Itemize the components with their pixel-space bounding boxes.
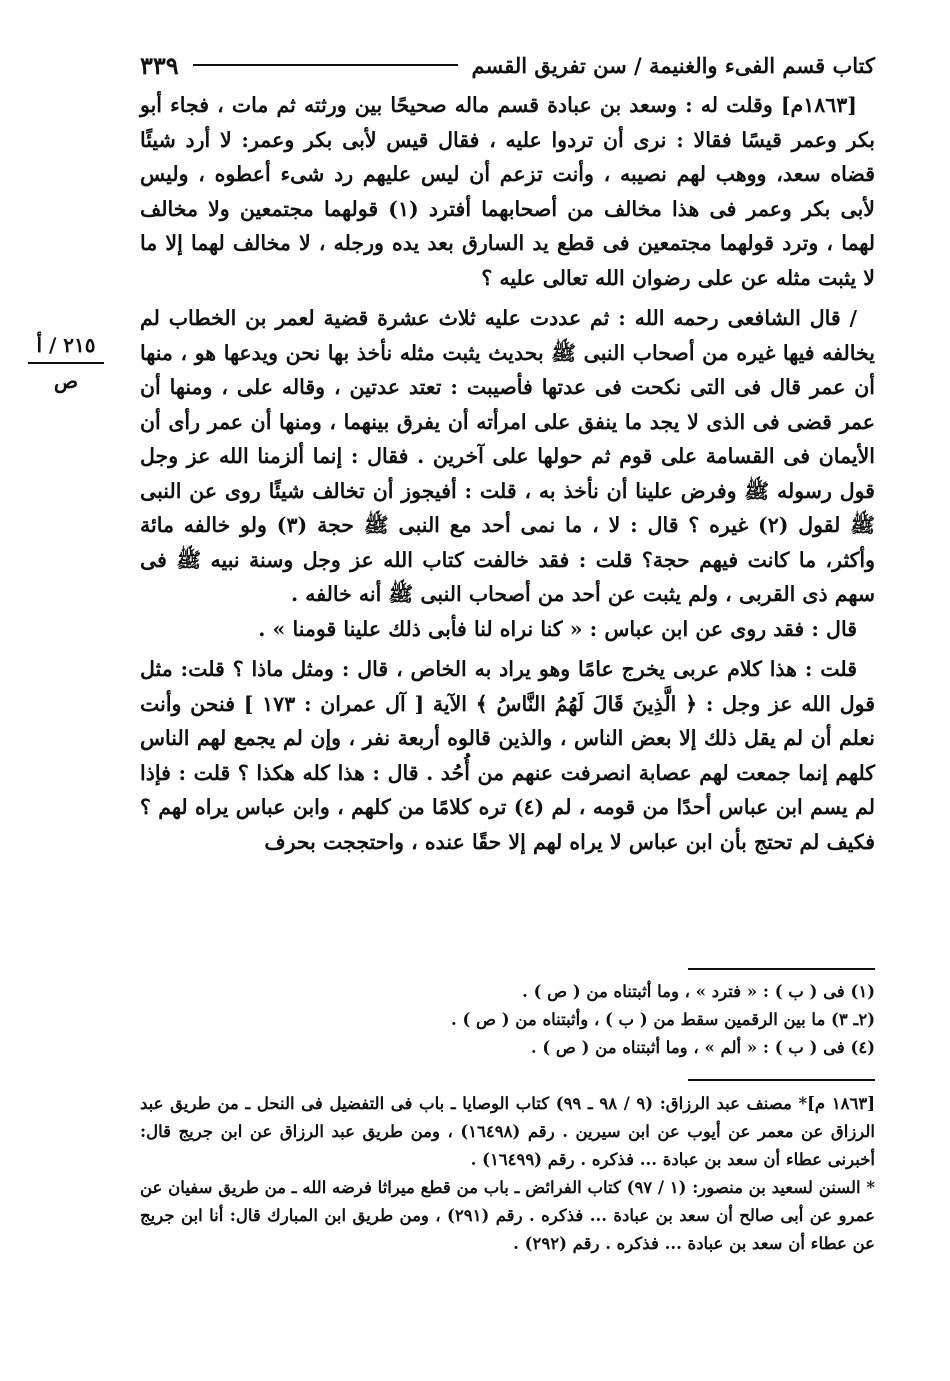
paragraph-shafii: / قال الشافعى رحمه الله : ثم عددت عليه ثلاث عشرة قضية لعمر بن الخطاب لم يخالفه فيها غيره من أصحاب النبى ﷺ بحديث يثبت مثله نأخذ بها نحن ويدعها هو ، منها أن عمر قال فى التى نكحت فى عدتها فأصيبت : تعتد عدتين ، وقاله على ، ومنها أن عمر قضى فى الذى لا يجد ما ينفق على امرأته أن يفرق بينهما ، ومنها أن عمر رأى أن الأيمان فى القسامة على قوم ثم حولها على آخرين . فقال : إنما ألزمنا الله عز وجل قول رسوله ﷺ وفرض علينا أن نأخذ به ، قلت : أفيجوز أن تخالف شيئًا روى عن النبى ﷺ لقول (٢) غيره ؟ قال : لا ، ما نمى أحد مع النبى ﷺ حجة (٣) ولو خالفه مائة وأكثر، ما كانت فيهم حجة؟ قلت : فقد خالفت كتاب الله عز وجل وسنة نبيه ﷺ فى سهم ذى القربى ، ولم يثبت عن أحد من أصحاب النبى ﷺ أنه خالفه . — [140, 306, 876, 606]
footnote-2-3: (٢ـ ٣) ما بين الرقمين سقط من ( ب ) ، وأثبتناه من ( ص ) . — [451, 1010, 875, 1029]
footnote-1: (١) فى ( ب ) : « فترد » ، وما أثبتناه من ( ص ) . — [522, 982, 875, 1001]
paragraph-1863: [١٨٦٣م] وقلت له : وسعد بن عبادة قسم ماله صحيحًا بين ورثته ثم مات ، فجاء أبو بكر وعمر قيسًا فقالا : نرى أن تردوا عليه ، فقال قيس لأبى بكر وعمر: لا أرد شيئًا قضاه سعد، ووهب لهم نصيبه ، وأنت تزعم أن ليس عليهم رد شىء أعطوه ، وليس لأبى بكر وعمر فى هذا مخالف من أصحابهما أفترد (١) قولهما مجتمعين ولا مخالف لهما ، وترد قولهما مجتمعين فى قطع يد السارق بعد يده ورجله ، لا مخالف لهما إلا ما لا يثبت مثله عن على رضوان الله تعالى عليه ؟ — [140, 93, 875, 290]
footnote-separator — [688, 968, 875, 970]
page-number: ٣٣٩ — [140, 50, 179, 80]
main-text — [140, 88, 875, 859]
header-title: كتاب قسم الفىء والغنيمة / سن تفريق القسم — [471, 52, 875, 78]
margin-folio: ٢١٥ / أ — [36, 333, 96, 357]
footnote-4: (٤) فى ( ب ) : « ألم » ، وما أثبتناه من ( ص ) . — [530, 1038, 875, 1057]
margin-siglum: ص — [53, 369, 79, 393]
sources-separator — [688, 1079, 875, 1081]
margin-manuscript-reference — [22, 330, 110, 396]
running-header — [140, 48, 875, 82]
margin-rule — [28, 362, 104, 364]
paragraph-ibn-abbas: قال : فقد روى عن ابن عباس : « كنا نراه لنا فأبى ذلك علينا قومنا » . — [258, 616, 857, 641]
source-references — [140, 1090, 875, 1258]
header-rule — [193, 64, 458, 66]
source-said-ibn-mansur: * السنن لسعيد بن منصور: (١ / ٩٧) كتاب الفرائض ـ باب من قطع ميراثا فرضه الله ـ من طريق سفيان عن عمرو عن أبى صالح أن سعد بن عبادة ... فذكره . رقم (٢٩١) ، ومن طريق ابن المبارك قال: أنا ابن جريج عن عطاء أن سعد بن عبادة ... فذكره . رقم (٢٩٢) . — [140, 1178, 876, 1253]
paragraph-reply: قلت : هذا كلام عربى يخرج عامًا وهو يراد به الخاص ، قال : ومثل ماذا ؟ قلت: مثل قول الله عز وجل : ﴿ الَّذِينَ قَالَ لَهُمُ النَّاسُ ﴾ الآية [ آل عمران : ١٧٣ ] فنحن وأنت نعلم أن لم يقل ذلك إلا بعض الناس ، والذين قالوه أربعة نفر ، وإن لم يجمع لهم الناس كلهم إنما جمعت لهم عصابة انصرفت عنهم من أُحُد . قال : هذا كله هكذا ؟ قلت : فإذا لم يسم ابن عباس أحدًا من قومه ، لم (٤) تره كلامًا من كلهم ، وابن عباس يراه لهم ؟ فكيف لم تحتج بأن ابن عباس لا يراه لهم إلا حقًا عنده ، واحتججت بحرف — [140, 657, 875, 854]
source-abd-al-razzaq: [١٨٦٣ م]* مصنف عبد الرزاق: (٩ / ٩٨ ـ ٩٩) كتاب الوصايا ـ باب فى التفضيل فى النحل ـ من طريق عبد الرزاق عن معمر عن أيوب عن ابن سيرين . رقم (١٦٤٩٨) ، ومن طريق عبد الرزاق عن ابن جريج قال: أخبرنى عطاء أن سعد بن عبادة ... فذكره . رقم (١٦٤٩٩) . — [140, 1094, 876, 1169]
footnotes — [140, 978, 875, 1062]
